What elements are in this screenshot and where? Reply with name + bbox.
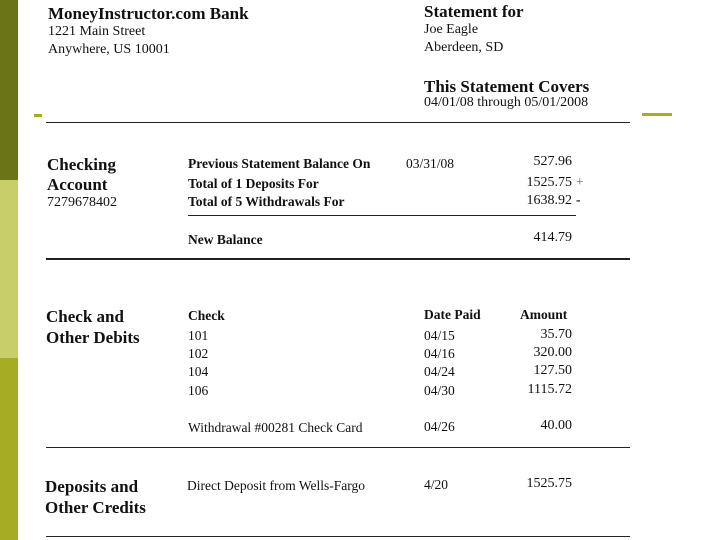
debits-title-line2: Other Debits — [46, 328, 140, 347]
credits-title-line2: Other Credits — [45, 498, 146, 517]
credits-divider — [46, 536, 630, 537]
previous-balance-amount: 527.96 — [533, 154, 572, 169]
check-number: 102 — [188, 346, 209, 361]
decorative-accent-left — [34, 114, 42, 117]
new-balance-label: New Balance — [188, 232, 263, 247]
deposit-amount: 1525.75 — [526, 476, 572, 491]
deposits-total-label: Total of 1 Deposits For — [188, 176, 319, 191]
check-amount: 127.50 — [533, 363, 572, 378]
credits-title-line1: Deposits and — [45, 477, 139, 496]
withdrawal-description: Withdrawal #00281 Check Card — [188, 420, 363, 435]
account-number: 7279678402 — [47, 195, 117, 210]
period-range: 04/01/08 through 05/01/2008 — [424, 95, 589, 110]
checking-divider — [46, 258, 630, 260]
check-number: 106 — [188, 383, 209, 398]
previous-balance-date: 03/31/08 — [406, 156, 455, 171]
check-column-header: Check — [188, 308, 225, 323]
debits-divider — [46, 447, 630, 448]
checking-title-line1: Checking — [47, 155, 116, 174]
withdrawals-sign: - — [576, 192, 581, 207]
amount-column-header: Amount — [520, 307, 568, 322]
decorative-bar-top — [0, 0, 18, 180]
decorative-bar-middle — [0, 180, 18, 358]
check-number: 101 — [188, 328, 209, 343]
withdrawal-date: 04/26 — [424, 419, 455, 434]
previous-balance-label: Previous Statement Balance On — [188, 156, 371, 171]
check-amount: 1115.72 — [527, 382, 572, 397]
debits-title-line1: Check and — [46, 307, 124, 326]
customer-name: Joe Eagle — [424, 22, 479, 37]
bank-name: MoneyInstructor.com Bank — [48, 4, 249, 23]
deposit-description: Direct Deposit from Wells-Fargo — [187, 478, 366, 493]
header-divider — [46, 122, 630, 123]
decorative-accent-right — [642, 113, 672, 116]
deposits-total-amount: 1525.75 — [526, 175, 572, 190]
withdrawals-total-amount: 1638.92 — [526, 193, 572, 208]
check-amount: 35.70 — [540, 327, 572, 342]
bank-address-line1: 1221 Main Street — [48, 24, 146, 39]
bank-address-line2: Anywhere, US 10001 — [48, 42, 170, 57]
date-paid-column-header: Date Paid — [424, 307, 481, 322]
check-amount: 320.00 — [533, 345, 572, 360]
withdrawals-total-label: Total of 5 Withdrawals For — [188, 194, 345, 209]
balance-subtotal-rule — [188, 215, 576, 216]
withdrawal-amount: 40.00 — [540, 418, 572, 433]
check-number: 104 — [188, 364, 209, 379]
decorative-bar-bottom — [0, 358, 18, 540]
check-date: 04/16 — [424, 346, 455, 361]
checking-title-line2: Account — [47, 175, 108, 194]
deposit-date: 4/20 — [424, 477, 449, 492]
new-balance-amount: 414.79 — [533, 230, 572, 245]
deposits-sign: + — [576, 174, 584, 189]
period-label: This Statement Covers — [424, 77, 590, 96]
statement-for-label: Statement for — [424, 2, 524, 21]
customer-location: Aberdeen, SD — [424, 40, 504, 55]
check-date: 04/24 — [424, 364, 455, 379]
check-date: 04/30 — [424, 383, 455, 398]
check-date: 04/15 — [424, 328, 455, 343]
